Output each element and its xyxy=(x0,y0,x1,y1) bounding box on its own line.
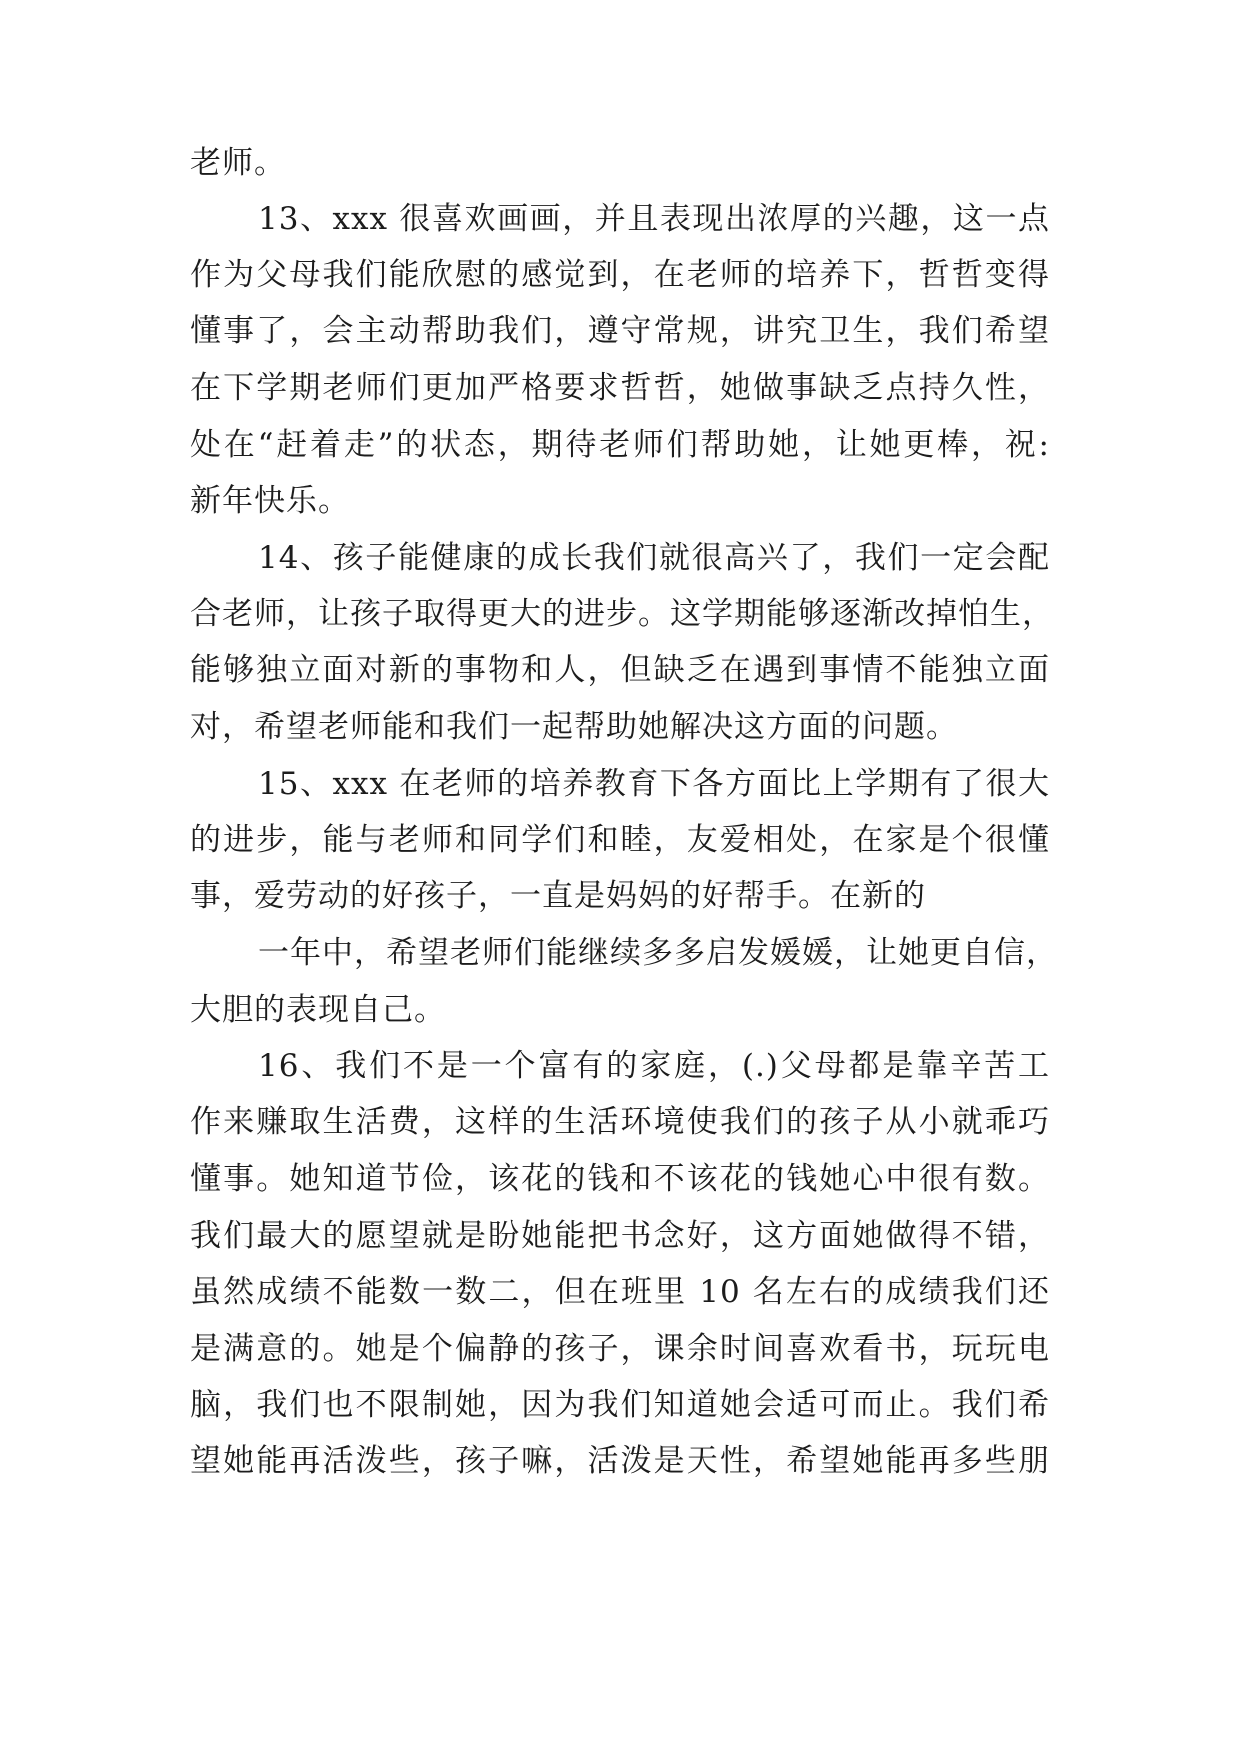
text-line: 16、我们不是一个富有的家庭，(.)父母都是靠辛苦工 xyxy=(258,1048,1050,1084)
text-line: 15、xxx 在老师的培养教育下各方面比上学期有了很大 xyxy=(258,766,1050,802)
text-line: 作为父母我们能欣慰的感觉到，在老师的培养下，哲哲变得 xyxy=(190,257,1050,293)
text-line: 大胆的表现自己。 xyxy=(190,992,446,1028)
text-line: 处在“赶着走”的状态，期待老师们帮助她，让她更棒，祝: xyxy=(190,427,1050,463)
text-line: 作来赚取生活费，这样的生活环境使我们的孩子从小就乖巧 xyxy=(190,1104,1050,1140)
text-line: 能够独立面对新的事物和人，但缺乏在遇到事情不能独立面 xyxy=(190,652,1050,688)
text-line: 懂事了，会主动帮助我们，遵守常规，讲究卫生，我们希望 xyxy=(190,313,1050,349)
text-line: 望她能再活泼些，孩子嘛，活泼是天性，希望她能再多些朋 xyxy=(190,1443,1050,1479)
text-line: 的进步，能与老师和同学们和睦，友爱相处，在家是个很懂 xyxy=(190,822,1050,858)
text-line: 一年中，希望老师们能继续多多启发媛媛，让她更自信， xyxy=(258,935,1058,971)
text-line: 新年快乐。 xyxy=(190,483,350,519)
text-line: 13、xxx 很喜欢画画，并且表现出浓厚的兴趣，这一点 xyxy=(258,201,1050,237)
text-line: 合老师，让孩子取得更大的进步。这学期能够逐渐改掉怕生， xyxy=(190,596,1054,632)
text-line: 事，爱劳动的好孩子，一直是妈妈的好帮手。在新的 xyxy=(190,878,926,914)
text-line: 脑，我们也不限制她，因为我们知道她会适可而止。我们希 xyxy=(190,1387,1050,1423)
text-line: 在下学期老师们更加严格要求哲哲，她做事缺乏点持久性， xyxy=(190,370,1050,406)
text-line: 对，希望老师能和我们一起帮助她解决这方面的问题。 xyxy=(190,709,958,745)
text-line: 懂事。她知道节俭，该花的钱和不该花的钱她心中很有数。 xyxy=(190,1161,1050,1197)
text-line: 虽然成绩不能数一数二，但在班里 10 名左右的成绩我们还 xyxy=(190,1274,1050,1310)
text-line: 是满意的。她是个偏静的孩子，课余时间喜欢看书，玩玩电 xyxy=(190,1331,1050,1367)
text-line: 14、孩子能健康的成长我们就很高兴了，我们一定会配 xyxy=(258,540,1050,576)
text-line: 我们最大的愿望就是盼她能把书念好，这方面她做得不错， xyxy=(190,1218,1050,1254)
text-line: 老师。 xyxy=(190,145,286,181)
